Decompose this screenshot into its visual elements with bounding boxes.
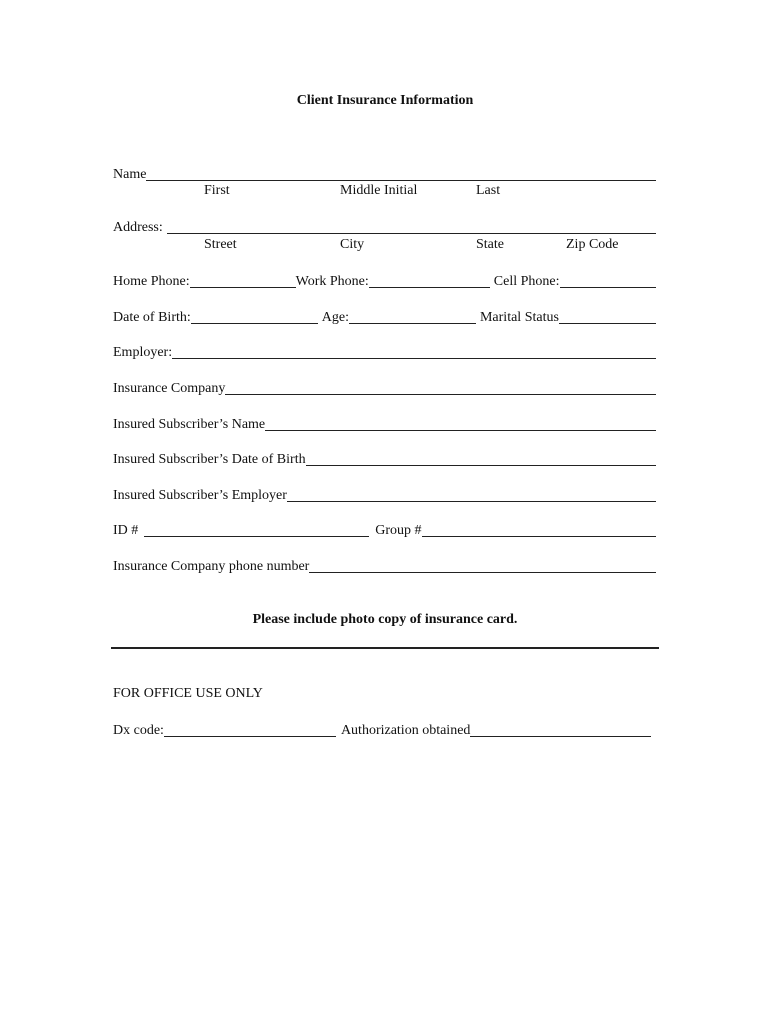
marital-status-label: Marital Status [479, 310, 559, 325]
cell-phone-label: Cell Phone: [493, 274, 560, 289]
work-phone-label: Work Phone: [295, 274, 369, 289]
dx-code-label: Dx code: [113, 723, 164, 738]
insurance-phone-row [113, 557, 656, 575]
insurance-phone-label: Insurance Company phone number [113, 559, 310, 574]
home-phone-label: Home Phone: [113, 274, 190, 289]
home-phone-field[interactable] [190, 273, 296, 288]
address-label: Address: [113, 220, 163, 235]
insurance-company-row [113, 379, 656, 397]
phone-row [113, 272, 656, 290]
age-label: Age: [321, 310, 349, 325]
name-field[interactable] [146, 166, 656, 181]
subscriber-dob-row [113, 450, 656, 468]
authorization-label: Authorization obtained [340, 723, 471, 738]
subscriber-dob-field[interactable] [306, 451, 656, 466]
last-name-caption: Last [476, 183, 501, 198]
work-phone-field[interactable] [369, 273, 490, 288]
subscriber-name-field[interactable] [265, 416, 656, 431]
marital-status-field[interactable] [559, 309, 656, 324]
subscriber-name-label: Insured Subscriber’s Name [113, 417, 266, 432]
id-label: ID # [113, 523, 139, 538]
divider [111, 647, 659, 649]
street-caption: Street [204, 237, 237, 252]
address-row [113, 218, 656, 236]
state-caption: State [476, 237, 504, 252]
first-name-caption: First [204, 183, 230, 198]
group-field[interactable] [422, 522, 656, 537]
form-title: Client Insurance Information [296, 93, 474, 108]
city-caption: City [340, 237, 365, 252]
subscriber-employer-row [113, 486, 656, 504]
office-row [113, 721, 651, 739]
subscriber-employer-field[interactable] [287, 487, 656, 502]
insurance-company-label: Insurance Company [113, 381, 226, 396]
dx-code-field[interactable] [164, 722, 336, 737]
photo-copy-note: Please include photo copy of insurance card. [252, 612, 518, 627]
insurance-company-field[interactable] [225, 380, 656, 395]
employer-label: Employer: [113, 345, 173, 360]
dob-label: Date of Birth: [113, 310, 191, 325]
id-field[interactable] [144, 522, 369, 537]
insurance-phone-field[interactable] [309, 558, 656, 573]
id-group-row [113, 521, 656, 539]
middle-initial-caption: Middle Initial [340, 183, 418, 198]
employer-row [113, 343, 656, 361]
cell-phone-field[interactable] [560, 273, 657, 288]
subscriber-employer-label: Insured Subscriber’s Employer [113, 488, 287, 503]
name-row [113, 165, 656, 183]
dob-field[interactable] [191, 309, 318, 324]
office-use-heading: FOR OFFICE USE ONLY [113, 686, 263, 701]
subscriber-dob-label: Insured Subscriber’s Date of Birth [113, 452, 306, 467]
zip-code-caption: Zip Code [566, 237, 619, 252]
address-field[interactable] [167, 219, 656, 234]
authorization-field[interactable] [470, 722, 651, 737]
group-label: Group # [375, 523, 422, 538]
subscriber-name-row [113, 415, 656, 433]
dob-row [113, 308, 656, 326]
name-label: Name [113, 167, 147, 182]
age-field[interactable] [349, 309, 476, 324]
employer-field[interactable] [172, 344, 656, 359]
